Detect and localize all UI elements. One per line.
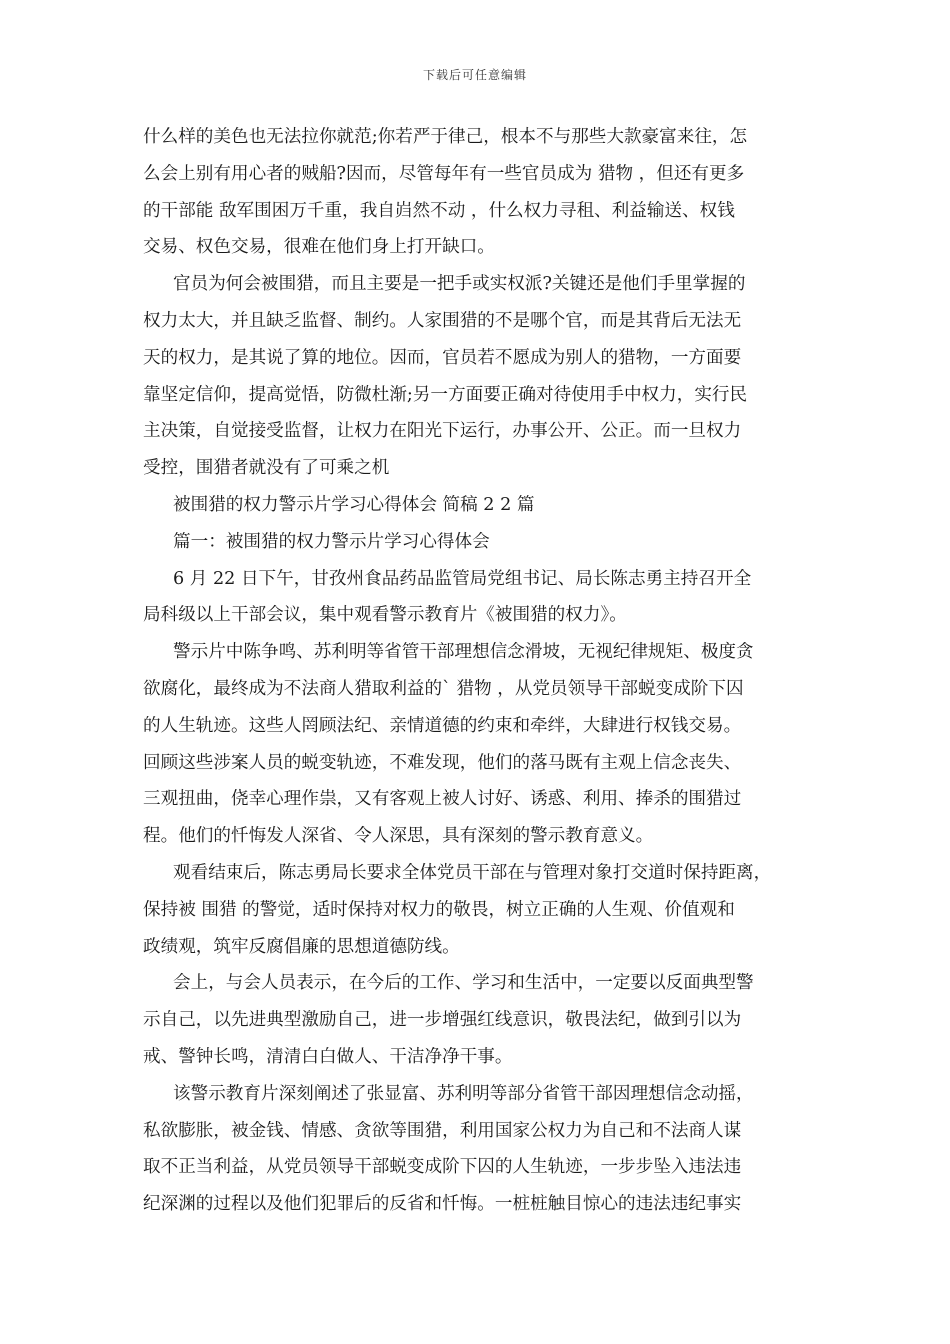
text-line: 警示片中陈争鸣、苏利明等省管干部理想信念滑坡，无视纪律规矩、极度贪 [173, 642, 754, 663]
text-line: 回顾这些涉案人员的蜕变轨迹，不难发现，他们的落马既有主观上信念丧失、 [143, 752, 742, 773]
text-line: 局科级以上干部会议，集中观看警示教育片《被围猎的权力》。 [143, 605, 627, 626]
text-line: 该警示教育片深刻阐述了张显富、苏利明等部分省管干部因理想信念动摇， [173, 1083, 754, 1104]
text-line: 三观扭曲，侥幸心理作祟，又有客观上被人讨好、诱惑、利用、捧杀的围猎过 [143, 789, 742, 810]
document-body [143, 119, 811, 1223]
text-line: 靠坚定信仰，提高觉悟，防微杜渐;另一方面要正确对待使用手中权力，实行民 [143, 384, 748, 405]
text-line: 的人生轨迹。这些人罔顾法纪、亲情道德的约束和牵绊，大肆进行权钱交易。 [143, 715, 742, 736]
text-line: 戒、警钟长鸣，清清白白做人、干洁净净干事。 [143, 1046, 513, 1067]
text-line: 取不正当利益，从党员领导干部蜕变成阶下囚的人生轨迹，一步步坠入违法违 [143, 1157, 742, 1178]
text-line: 篇一：被围猎的权力警示片学习心得体会 [173, 531, 490, 552]
text-line: 纪深渊的过程以及他们犯罪后的反省和忏悔。一桩桩触目惊心的违法违纪事实 [143, 1194, 742, 1215]
text-line: 主决策，自觉接受监督，让权力在阳光下运行，办事公开、公正。而一旦权力 [143, 421, 742, 442]
text-line: 么会上别有用心者的贼船?因而，尽管每年有一些官员成为 猎物 ，但还有更多 [143, 163, 745, 184]
page-header: 下载后可任意编辑 [422, 68, 527, 82]
text-line: 被围猎的权力警示片学习心得体会 简稿 2 2 篇 [173, 494, 535, 515]
text-line: 什么样的美色也无法拉你就范;你若严于律己，根本不与那些大款豪富来往，怎 [143, 127, 748, 147]
text-line: 欲腐化，最终成为不法商人猎取利益的` 猎物 ，从党员领导干部蜕变成阶下囚 [143, 678, 744, 699]
text-line: 观看结束后，陈志勇局长要求全体党员干部在与管理对象打交道时保持距离， [173, 862, 772, 883]
text-line: 私欲膨胀，被金钱、情感、贪欲等围猎，利用国家公权力为自己和不法商人谋 [143, 1120, 742, 1141]
text-line: 权力太大，并且缺乏监督、制约。人家围猎的不是哪个官，而是其背后无法无 [143, 310, 742, 331]
text-line: 政绩观，筑牢反腐倡廉的思想道德防线。 [143, 936, 460, 957]
text-line: 示自己，以先进典型激励自己，进一步增强红线意识，敬畏法纪，做到引以为 [143, 1010, 742, 1031]
text-line: 交易、权色交易，很难在他们身上打开缺口。 [143, 237, 495, 258]
text-line: 官员为何会被围猎，而且主要是一把手或实权派?关键还是他们手里掌握的 [173, 274, 746, 295]
text-line: 保持被 围猎 的警觉，适时保持对权力的敬畏，树立正确的人生观、价值观和 [143, 899, 735, 920]
text-line: 的干部能 敌军围困万千重，我自岿然不动 ，什么权力寻租、利益输送、权钱 [143, 200, 735, 221]
text-line: 6 月 22 日下午，甘孜州食品药品监管局党组书记、局长陈志勇主持召开全 [173, 568, 752, 589]
text-line: 会上，与会人员表示，在今后的工作、学习和生活中，一定要以反面典型警 [173, 973, 754, 994]
text-line: 受控，围猎者就没有了可乘之机 [143, 458, 390, 479]
text-line: 天的权力，是其说了算的地位。因而，官员若不愿成为别人的猎物，一方面要 [143, 347, 742, 368]
text-line: 程。他们的忏悔发人深省、令人深思，具有深刻的警示教育意义。 [143, 826, 654, 847]
